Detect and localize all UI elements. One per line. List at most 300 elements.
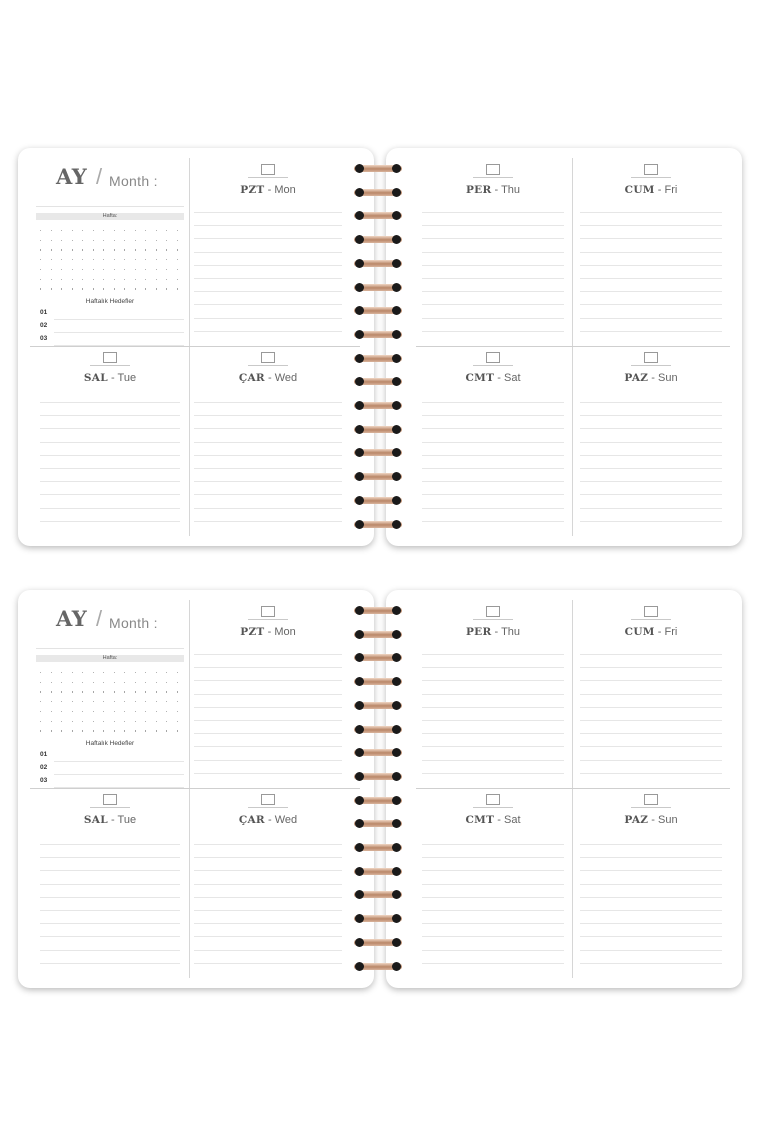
writing-line — [194, 252, 342, 253]
grid-dot — [145, 230, 146, 231]
grid-dot — [72, 240, 73, 241]
grid-dot — [135, 691, 136, 692]
day-name-sat — [418, 372, 568, 384]
writing-line — [580, 225, 722, 226]
writing-line — [40, 910, 180, 911]
grid-dot — [166, 721, 167, 722]
day-name-tr: CMT — [465, 372, 495, 384]
ring-hole — [355, 890, 364, 899]
ring-hole — [392, 890, 401, 899]
spiral-ring — [354, 938, 402, 947]
grid-dot — [40, 721, 41, 722]
grid-dot — [93, 240, 94, 241]
ring-hole — [355, 330, 364, 339]
writing-line — [580, 936, 722, 937]
ring-hole — [355, 354, 364, 363]
writing-line — [194, 733, 342, 734]
ring-hole — [392, 188, 401, 197]
grid-dot — [40, 240, 41, 241]
dot-grid — [36, 668, 184, 734]
grid-dot — [145, 701, 146, 702]
writing-line — [422, 733, 564, 734]
writing-line — [580, 442, 722, 443]
grid-dot — [114, 230, 115, 231]
grid-dot — [145, 672, 146, 673]
grid-dot — [177, 682, 178, 683]
writing-line — [194, 291, 342, 292]
grid-dot — [61, 240, 62, 241]
spiral-ring — [354, 401, 402, 410]
grid-dot — [40, 269, 41, 270]
ring-hole — [392, 354, 401, 363]
grid-dot — [72, 259, 73, 260]
grid-dot — [145, 288, 146, 289]
grid-dot — [72, 279, 73, 280]
writing-line — [580, 680, 722, 681]
writing-line — [194, 870, 342, 871]
grid-dot — [93, 721, 94, 722]
writing-line — [422, 923, 564, 924]
grid-dot — [93, 279, 94, 280]
day-name-tr: CUM — [624, 184, 655, 196]
day-name-tr: PER — [465, 184, 492, 196]
grid-dot — [51, 279, 52, 280]
writing-line — [194, 455, 342, 456]
grid-dot — [51, 691, 52, 692]
day-checkbox[interactable] — [261, 794, 275, 805]
ring-hole — [355, 772, 364, 781]
writing-line — [580, 746, 722, 747]
writing-line — [40, 494, 180, 495]
day-name-tr: CUM — [624, 626, 655, 638]
grid-dot — [166, 249, 167, 250]
writing-line — [422, 694, 564, 695]
writing-line — [194, 468, 342, 469]
writing-line — [580, 844, 722, 845]
writing-line — [194, 923, 342, 924]
day-cell-sat — [418, 780, 568, 978]
spiral-ring — [354, 890, 402, 899]
grid-dot — [72, 288, 73, 289]
grid-dot — [51, 701, 52, 702]
writing-line — [580, 291, 722, 292]
writing-line — [194, 654, 342, 655]
grid-dot — [61, 730, 62, 731]
grid-dot — [61, 288, 62, 289]
writing-line — [194, 508, 342, 509]
grid-dot — [103, 730, 104, 731]
planner-spread-bottom — [18, 590, 742, 988]
writing-line — [580, 694, 722, 695]
writing-line — [194, 746, 342, 747]
grid-dot — [40, 672, 41, 673]
writing-line — [422, 654, 564, 655]
grid-dot — [166, 279, 167, 280]
ring-hole — [355, 938, 364, 947]
ring-hole — [355, 401, 364, 410]
writing-line — [40, 897, 180, 898]
writing-line — [580, 508, 722, 509]
grid-dot — [135, 249, 136, 250]
day-checkbox[interactable] — [644, 606, 658, 617]
checkbox-underline — [248, 365, 288, 366]
grid-dot — [72, 230, 73, 231]
writing-line — [580, 481, 722, 482]
spiral-ring — [354, 630, 402, 639]
grid-dot — [103, 249, 104, 250]
spiral-ring — [354, 496, 402, 505]
spiral-ring — [354, 354, 402, 363]
grid-dot — [82, 269, 83, 270]
grid-dot — [135, 269, 136, 270]
grid-dot — [114, 730, 115, 731]
day-cell-tue — [36, 780, 184, 978]
spiral-ring — [354, 725, 402, 734]
ring-hole — [355, 496, 364, 505]
day-name-thu — [418, 626, 568, 638]
grid-dot — [61, 249, 62, 250]
writing-line — [580, 910, 722, 911]
day-name-tue — [36, 372, 184, 384]
grid-dot — [82, 240, 83, 241]
writing-line — [422, 238, 564, 239]
writing-line — [580, 468, 722, 469]
day-name-tr: PZT — [240, 626, 265, 638]
writing-line — [580, 720, 722, 721]
week-label: Hafta: — [36, 655, 184, 662]
grid-dot — [145, 279, 146, 280]
grid-dot — [82, 711, 83, 712]
writing-line — [40, 923, 180, 924]
grid-dot — [114, 672, 115, 673]
day-checkbox[interactable] — [486, 794, 500, 805]
writing-line — [40, 455, 180, 456]
grid-dot — [135, 721, 136, 722]
writing-line — [422, 415, 564, 416]
month-title-slash: / — [96, 606, 103, 631]
day-name-sun — [576, 814, 726, 826]
writing-line — [580, 304, 722, 305]
ring-hole — [355, 701, 364, 710]
writing-line — [40, 857, 180, 858]
grid-dot — [124, 672, 125, 673]
writing-line — [580, 667, 722, 668]
writing-line — [422, 291, 564, 292]
writing-line — [422, 265, 564, 266]
day-checkbox[interactable] — [261, 606, 275, 617]
grid-dot — [82, 691, 83, 692]
spiral-ring — [354, 164, 402, 173]
weekly-goals-title: Haftalık Hedefler — [85, 740, 135, 747]
day-name-tr: SAL — [83, 814, 108, 826]
grid-dot — [72, 269, 73, 270]
grid-dot — [156, 279, 157, 280]
checkbox-underline — [248, 619, 288, 620]
day-name-en: Sat — [503, 372, 521, 384]
day-name-sat — [418, 814, 568, 826]
writing-line — [422, 720, 564, 721]
grid-dot — [177, 711, 178, 712]
day-cell-fri — [576, 148, 726, 346]
day-name-fri — [576, 184, 726, 196]
spiral-ring — [354, 235, 402, 244]
writing-line — [580, 733, 722, 734]
ring-hole — [392, 164, 401, 173]
grid-dot — [124, 682, 125, 683]
ring-hole — [392, 401, 401, 410]
ring-hole — [392, 748, 401, 757]
right-page — [386, 590, 742, 988]
writing-line — [422, 963, 564, 964]
day-checkbox[interactable] — [261, 164, 275, 175]
writing-line — [422, 402, 564, 403]
day-checkbox[interactable] — [486, 352, 500, 363]
writing-line — [194, 680, 342, 681]
ring-hole — [355, 259, 364, 268]
day-checkbox[interactable] — [644, 164, 658, 175]
writing-line — [40, 508, 180, 509]
day-name-fri — [576, 626, 726, 638]
grid-dot — [40, 682, 41, 683]
grid-dot — [103, 691, 104, 692]
spiral-ring — [354, 772, 402, 781]
writing-line — [422, 225, 564, 226]
writing-line — [580, 521, 722, 522]
grid-dot — [114, 240, 115, 241]
grid-dot — [177, 721, 178, 722]
grid-dot — [145, 259, 146, 260]
day-checkbox[interactable] — [644, 794, 658, 805]
writing-line — [580, 950, 722, 951]
checkbox-underline — [473, 177, 513, 178]
checkbox-underline — [90, 807, 130, 808]
grid-dot — [82, 259, 83, 260]
goal-number: 01 — [40, 309, 48, 316]
grid-dot — [61, 682, 62, 683]
day-name-en: Mon — [274, 626, 296, 638]
title-underline — [36, 648, 184, 649]
grid-dot — [156, 288, 157, 289]
writing-line — [40, 844, 180, 845]
grid-dot — [156, 701, 157, 702]
grid-dot — [124, 279, 125, 280]
grid-dot — [166, 230, 167, 231]
grid-dot — [82, 721, 83, 722]
goal-number: 03 — [40, 335, 48, 342]
writing-line — [580, 897, 722, 898]
grid-dot — [93, 269, 94, 270]
spiral-ring — [354, 377, 402, 386]
left-page — [18, 148, 374, 546]
grid-dot — [61, 721, 62, 722]
ring-hole — [392, 819, 401, 828]
grid-dot — [51, 269, 52, 270]
ring-hole — [392, 843, 401, 852]
day-name-en: Sat — [503, 814, 521, 826]
writing-line — [422, 667, 564, 668]
grid-dot — [156, 240, 157, 241]
day-checkbox[interactable] — [486, 606, 500, 617]
day-cell-thu — [418, 148, 568, 346]
writing-line — [194, 667, 342, 668]
writing-line — [40, 468, 180, 469]
writing-line — [194, 707, 342, 708]
writing-line — [194, 428, 342, 429]
writing-line — [580, 963, 722, 964]
grid-dot — [177, 701, 178, 702]
day-checkbox[interactable] — [486, 164, 500, 175]
grid-dot — [72, 711, 73, 712]
grid-dot — [103, 682, 104, 683]
writing-line — [40, 442, 180, 443]
grid-dot — [93, 691, 94, 692]
writing-line — [580, 857, 722, 858]
spiral-ring — [354, 914, 402, 923]
grid-dot — [135, 259, 136, 260]
writing-line — [580, 884, 722, 885]
day-checkbox[interactable] — [261, 352, 275, 363]
day-checkbox[interactable] — [103, 352, 117, 363]
grid-dot — [156, 730, 157, 731]
day-name-mon — [190, 184, 346, 196]
spiral-ring — [354, 701, 402, 710]
spiral-ring — [354, 867, 402, 876]
grid-dot — [40, 230, 41, 231]
grid-dot — [166, 730, 167, 731]
grid-dot — [61, 701, 62, 702]
month-title-slash: / — [96, 164, 103, 189]
day-name-tr: ÇAR — [238, 814, 265, 826]
writing-line — [194, 910, 342, 911]
ring-hole — [392, 211, 401, 220]
grid-dot — [145, 682, 146, 683]
ring-hole — [355, 188, 364, 197]
writing-line — [194, 442, 342, 443]
ring-hole — [355, 520, 364, 529]
writing-line — [194, 963, 342, 964]
grid-dot — [124, 269, 125, 270]
grid-dot — [124, 701, 125, 702]
column-divider — [572, 600, 573, 978]
grid-dot — [114, 288, 115, 289]
writing-line — [580, 252, 722, 253]
grid-dot — [135, 711, 136, 712]
writing-line — [422, 252, 564, 253]
ring-hole — [392, 653, 401, 662]
writing-line — [580, 331, 722, 332]
day-name-separator: - — [491, 626, 502, 638]
ring-hole — [355, 283, 364, 292]
writing-line — [422, 897, 564, 898]
grid-dot — [103, 230, 104, 231]
grid-dot — [103, 240, 104, 241]
ring-hole — [355, 796, 364, 805]
grid-dot — [135, 682, 136, 683]
grid-dot — [124, 249, 125, 250]
ring-hole — [392, 630, 401, 639]
spiral-ring — [354, 843, 402, 852]
day-checkbox[interactable] — [644, 352, 658, 363]
grid-dot — [114, 259, 115, 260]
grid-dot — [145, 721, 146, 722]
spiral-ring — [354, 188, 402, 197]
grid-dot — [156, 682, 157, 683]
grid-dot — [51, 230, 52, 231]
day-name-thu — [418, 184, 568, 196]
day-name-en: Sun — [658, 372, 678, 384]
day-name-mon — [190, 626, 346, 638]
day-name-tue — [36, 814, 184, 826]
day-name-en: Thu — [501, 184, 521, 196]
goal-line — [54, 332, 184, 333]
writing-line — [422, 508, 564, 509]
writing-line — [422, 870, 564, 871]
ring-hole — [355, 725, 364, 734]
grid-dot — [156, 249, 157, 250]
day-cell-tue — [36, 338, 184, 536]
grid-dot — [103, 269, 104, 270]
spiral-ring — [354, 448, 402, 457]
grid-dot — [156, 721, 157, 722]
month-title-en: Month : — [109, 173, 158, 189]
day-name-tr: PER — [465, 626, 492, 638]
checkbox-underline — [473, 365, 513, 366]
grid-dot — [72, 730, 73, 731]
grid-dot — [93, 730, 94, 731]
day-name-en: Tue — [117, 814, 137, 826]
grid-dot — [156, 230, 157, 231]
writing-line — [422, 212, 564, 213]
right-page — [386, 148, 742, 546]
grid-dot — [40, 259, 41, 260]
day-name-separator: - — [491, 184, 502, 196]
day-name-separator: - — [648, 814, 659, 826]
grid-dot — [177, 240, 178, 241]
grid-dot — [61, 672, 62, 673]
ring-hole — [392, 962, 401, 971]
goal-line — [54, 319, 184, 320]
day-name-en: Wed — [274, 372, 298, 384]
checkbox-underline — [631, 177, 671, 178]
week-label: Hafta: — [36, 213, 184, 220]
writing-line — [422, 468, 564, 469]
ring-hole — [392, 701, 401, 710]
writing-line — [194, 760, 342, 761]
grid-dot — [51, 711, 52, 712]
writing-line — [422, 844, 564, 845]
checkbox-underline — [631, 365, 671, 366]
grid-dot — [72, 721, 73, 722]
day-name-separator: - — [494, 814, 504, 826]
grid-dot — [177, 269, 178, 270]
ring-hole — [392, 496, 401, 505]
day-cell-mon — [190, 148, 346, 346]
writing-line — [422, 428, 564, 429]
grid-dot — [114, 711, 115, 712]
grid-dot — [51, 682, 52, 683]
writing-line — [194, 694, 342, 695]
day-checkbox[interactable] — [103, 794, 117, 805]
grid-dot — [103, 288, 104, 289]
goal-number: 01 — [40, 751, 48, 758]
ring-hole — [355, 962, 364, 971]
grid-dot — [135, 730, 136, 731]
grid-dot — [61, 230, 62, 231]
day-name-separator: - — [264, 184, 275, 196]
grid-dot — [82, 672, 83, 673]
ring-hole — [355, 653, 364, 662]
grid-dot — [177, 691, 178, 692]
